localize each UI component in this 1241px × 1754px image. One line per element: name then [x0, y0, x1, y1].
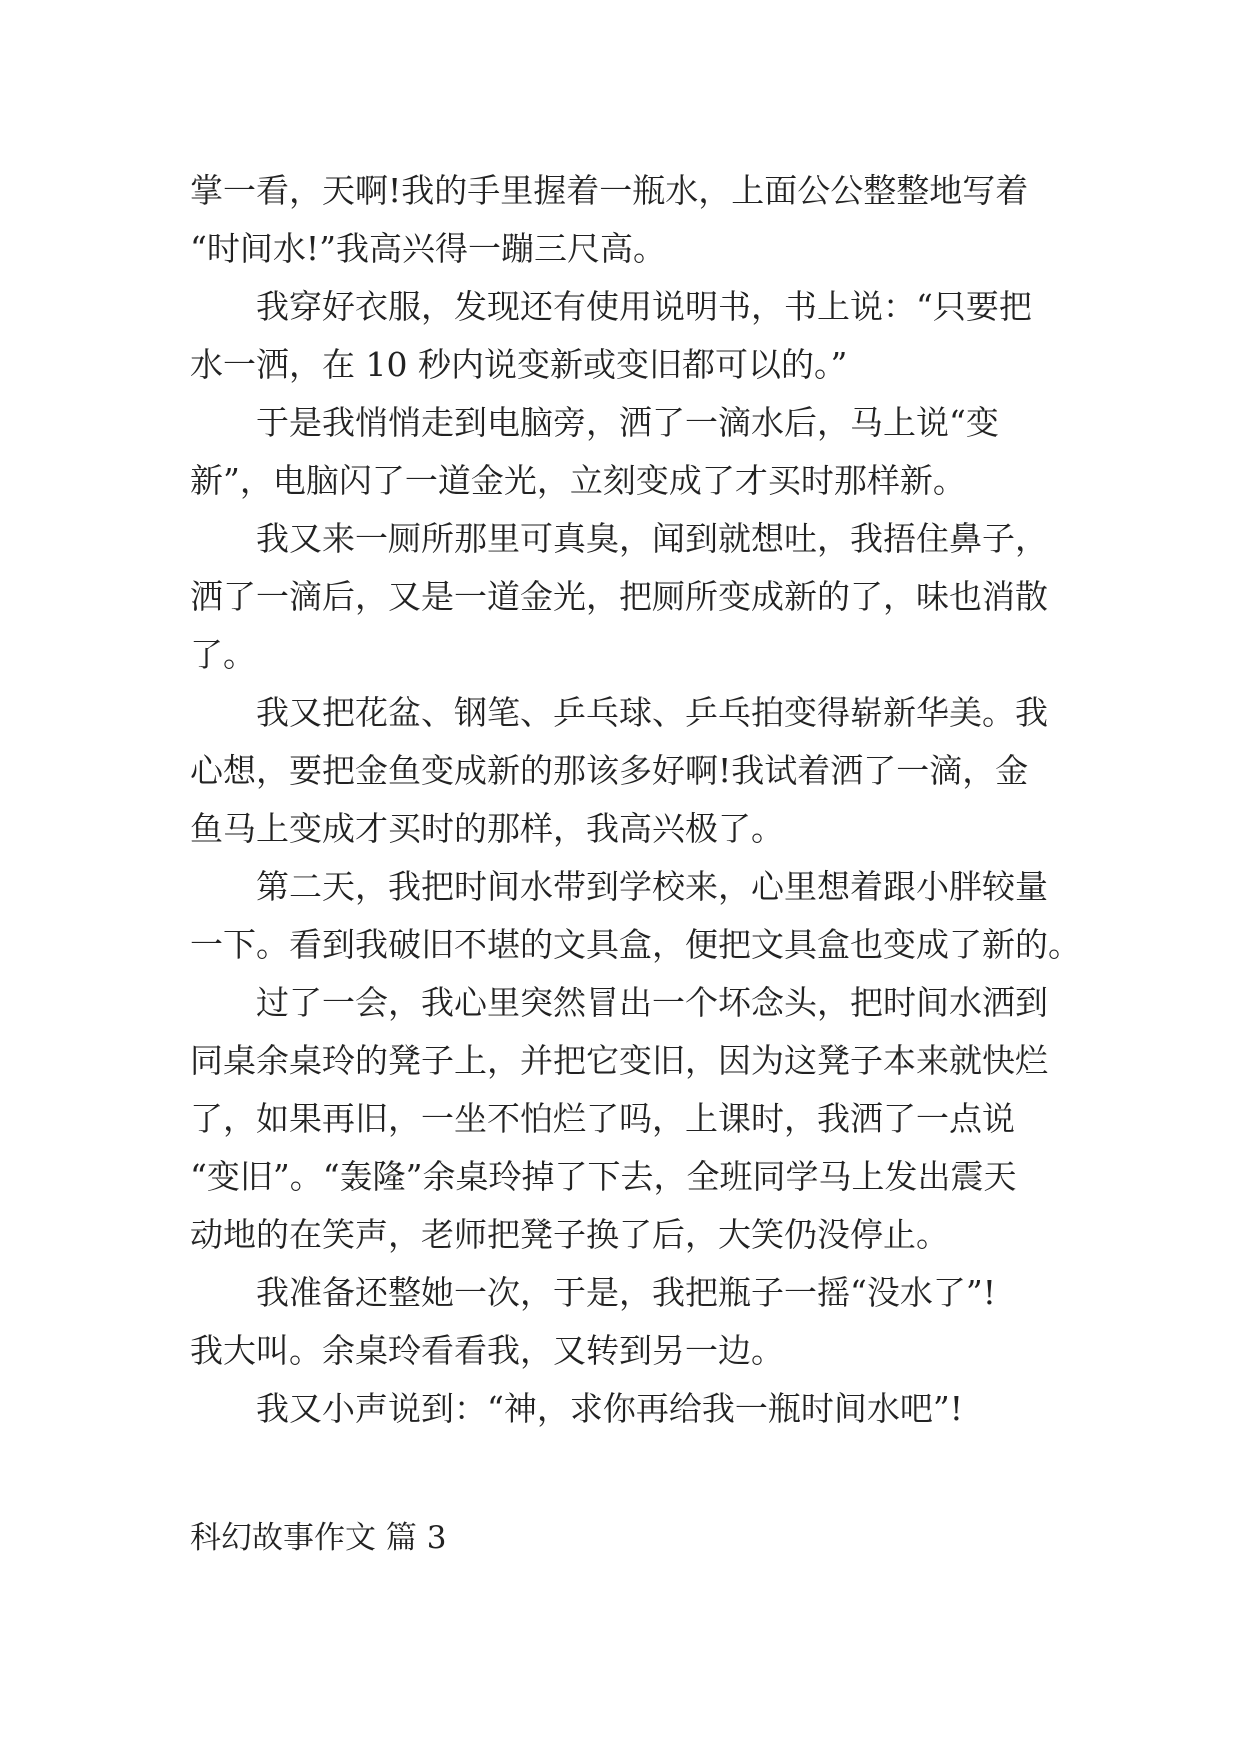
text-line: 于是我悄悄走到电脑旁，洒了一滴水后，马上说“变 — [190, 403, 999, 442]
text-line: 了。 — [190, 635, 256, 674]
text-line: 第二天，我把时间水带到学校来，心里想着跟小胖较量 — [190, 867, 1048, 906]
body-text — [190, 162, 1081, 1438]
text-line: 我大叫。余桌玲看看我，又转到另一边。 — [190, 1331, 784, 1370]
text-line: 过了一会，我心里突然冒出一个坏念头，把时间水洒到 — [190, 983, 1048, 1022]
text-line: 鱼马上变成才买时的那样，我高兴极了。 — [190, 809, 784, 848]
text-line: 新”，电脑闪了一道金光，立刻变成了才买时那样新。 — [190, 461, 966, 500]
text-line: 掌一看，天啊!我的手里握着一瓶水，上面公公整整地写着 — [190, 171, 1029, 210]
text-line: 我又小声说到：“神，求你再给我一瓶时间水吧”! — [190, 1389, 964, 1428]
text-line: 动地的在笑声，老师把凳子换了后，大笑仍没停止。 — [190, 1215, 949, 1254]
section-heading: 科幻故事作文 篇 3 — [190, 1520, 447, 1556]
text-line: 同桌余桌玲的凳子上，并把它变旧，因为这凳子本来就快烂 — [190, 1041, 1048, 1080]
text-line: 一下。看到我破旧不堪的文具盒，便把文具盒也变成了新的。 — [190, 925, 1081, 964]
text-line: 洒了一滴后，又是一道金光，把厕所变成新的了，味也消散 — [190, 577, 1048, 616]
text-line: 心想，要把金鱼变成新的那该多好啊!我试着洒了一滴，金 — [190, 751, 1029, 790]
text-line: 水一洒，在 10 秒内说变新或变旧都可以的。” — [190, 345, 848, 384]
text-line: 我又来一厕所那里可真臭，闻到就想吐，我捂住鼻子， — [190, 519, 1048, 558]
text-line: “时间水!”我高兴得一蹦三尺高。 — [190, 229, 667, 268]
text-line: 我又把花盆、钢笔、乒乓球、乒乓拍变得崭新华美。我 — [190, 693, 1048, 732]
text-line: 我准备还整她一次，于是，我把瓶子一摇“没水了”! — [190, 1273, 997, 1312]
text-line: “变旧”。“轰隆”余桌玲掉了下去，全班同学马上发出震天 — [190, 1157, 1017, 1196]
text-line: 我穿好衣服，发现还有使用说明书，书上说：“只要把 — [190, 287, 1032, 326]
text-line: 了，如果再旧，一坐不怕烂了吗，上课时，我洒了一点说 — [190, 1099, 1015, 1138]
